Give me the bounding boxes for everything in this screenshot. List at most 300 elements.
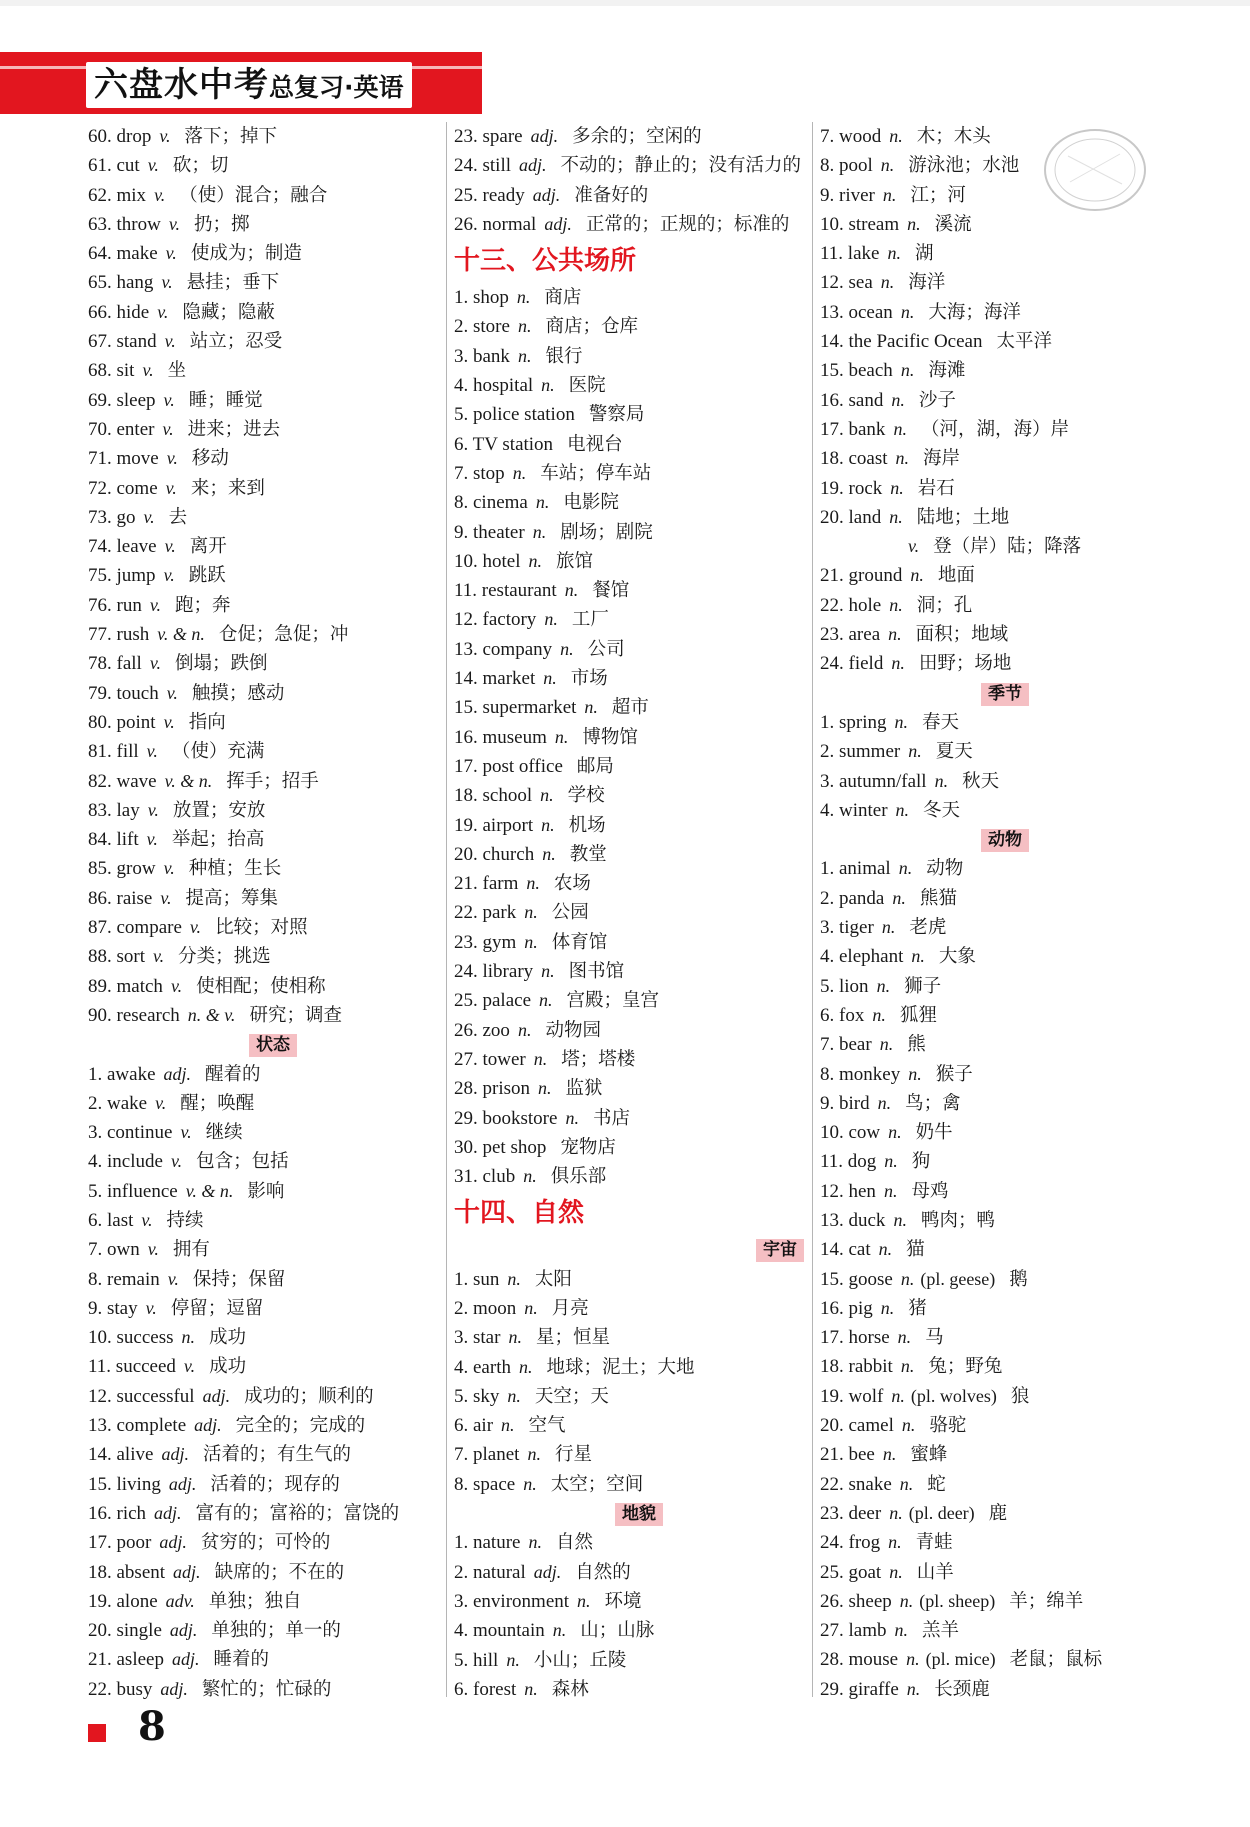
- vocab-entry: [454, 151, 824, 180]
- vocab-meaning: 体育馆: [551, 931, 608, 953]
- vocab-meaning: 电影院: [563, 492, 619, 514]
- part-of-speech: adj.: [173, 1561, 201, 1582]
- vocab-word: 28. prison: [454, 1078, 530, 1100]
- vocab-entry: [820, 1587, 1190, 1616]
- vocab-word: 24. still: [454, 155, 512, 177]
- column-divider: [446, 122, 447, 1697]
- vocab-entry: [454, 1074, 824, 1103]
- vocab-word: 7. wood: [820, 126, 882, 147]
- category-heading-row: [820, 679, 1190, 708]
- vocab-word: 76. run: [88, 594, 142, 616]
- part-of-speech: n.: [501, 1415, 515, 1436]
- vocab-meaning: 移动: [191, 448, 229, 470]
- vocab-meaning: 田野；场地: [918, 653, 1012, 675]
- page-number: 8: [138, 1703, 166, 1750]
- vocab-meaning: 太阳: [534, 1268, 572, 1290]
- vocab-meaning: 醒；唤醒: [180, 1092, 255, 1114]
- book-title-sub: 总复习·英语: [269, 73, 404, 102]
- vocab-word: 68. sit: [88, 360, 135, 382]
- vocab-word: 11. lake: [820, 243, 880, 265]
- vocab-word: 81. fill: [88, 741, 139, 763]
- vocab-word: 3. bank: [454, 345, 510, 367]
- part-of-speech: n.: [893, 1209, 907, 1230]
- vocab-meaning: 餐馆: [592, 580, 630, 602]
- part-of-speech: n.: [911, 946, 925, 967]
- vocab-meaning: 超市: [611, 697, 649, 719]
- part-of-speech: n.: [879, 1034, 894, 1055]
- part-of-speech: v.: [161, 272, 173, 293]
- vocab-word: 6. air: [454, 1415, 494, 1437]
- vocab-word: 19. airport: [454, 814, 534, 836]
- part-of-speech: n.: [564, 580, 579, 601]
- vocab-meaning: 猪: [908, 1297, 927, 1319]
- part-of-speech: adj.: [532, 184, 561, 205]
- vocab-entry: [454, 1616, 824, 1645]
- part-of-speech: n.: [900, 1356, 915, 1377]
- page-number-marker: [88, 1724, 106, 1742]
- part-of-speech: n.: [523, 1166, 537, 1187]
- vocab-entry: [454, 1528, 824, 1557]
- vocab-meaning: 离开: [189, 536, 227, 558]
- part-of-speech: n.: [893, 418, 907, 439]
- vocab-word: 14. the Pacific Ocean: [820, 331, 983, 353]
- vocab-meaning: 坐: [167, 360, 187, 382]
- vocab-entry: [88, 1616, 458, 1645]
- vocab-word: 29. giraffe: [820, 1678, 899, 1700]
- vocab-meaning: 砍；切: [172, 155, 229, 177]
- vocab-meaning: 分类；挑选: [178, 946, 271, 968]
- vocab-entry: [88, 444, 458, 473]
- vocab-entry: [820, 972, 1190, 1001]
- vocab-word: 24. frog: [820, 1532, 881, 1554]
- vocab-column-1: [88, 122, 458, 1704]
- vocab-entry: [88, 1440, 458, 1469]
- vocab-meaning: 指向: [188, 711, 226, 733]
- vocab-word: 17. horse: [820, 1327, 890, 1349]
- vocab-meaning: 成功: [208, 1327, 246, 1349]
- part-of-speech: adj.: [202, 1385, 231, 1406]
- part-of-speech: n.: [889, 1502, 903, 1523]
- part-of-speech: n.: [872, 1004, 886, 1025]
- vocab-meaning: 蛇: [927, 1473, 946, 1495]
- part-of-speech: n.: [895, 448, 910, 469]
- part-of-speech: n.: [181, 1327, 195, 1348]
- category-tag: 状态: [249, 1034, 297, 1057]
- section-heading-row: [454, 1191, 824, 1235]
- vocab-entry: [454, 1016, 824, 1045]
- category-heading-row: [820, 825, 1190, 854]
- vocab-word: 20. single: [88, 1620, 162, 1642]
- vocab-word: 7. stop: [454, 462, 505, 484]
- vocab-meaning: 沙子: [918, 389, 956, 411]
- vocab-word: 87. compare: [88, 917, 182, 939]
- vocab-entry: [820, 591, 1190, 620]
- vocab-entry: [88, 1470, 458, 1499]
- part-of-speech: v.: [165, 477, 177, 498]
- vocab-meaning: 大海；海洋: [928, 301, 1021, 323]
- part-of-speech: n.: [507, 1268, 521, 1289]
- part-of-speech: n.: [526, 873, 540, 894]
- vocab-word: 26. normal: [454, 213, 537, 235]
- part-of-speech: n.: [884, 1151, 898, 1172]
- part-of-speech: adj.: [519, 155, 547, 176]
- vocab-meaning: 车站；停车站: [540, 462, 652, 484]
- vocab-word: 9. river: [820, 184, 875, 206]
- vocab-entry: [88, 1558, 458, 1587]
- vocab-meaning: 老虎: [909, 917, 947, 939]
- vocab-entry: [820, 356, 1190, 385]
- vocab-meaning: 继续: [205, 1122, 243, 1144]
- vocab-entry: [88, 474, 458, 503]
- category-tag: 季节: [981, 683, 1029, 706]
- vocab-entry: [88, 1294, 458, 1323]
- vocab-entry: [820, 796, 1190, 825]
- vocab-meaning: 海洋: [908, 272, 946, 294]
- vocab-entry: [454, 840, 824, 869]
- vocab-meaning: 冬天: [923, 799, 961, 821]
- vocab-word: 62. mix: [88, 184, 147, 206]
- vocab-meaning: 熊: [907, 1034, 926, 1056]
- vocab-meaning: 影响: [247, 1180, 285, 1202]
- vocab-entry: [820, 444, 1190, 473]
- part-of-speech: adj.: [544, 213, 572, 234]
- vocab-meaning: 太空；空间: [550, 1473, 644, 1495]
- vocab-meaning: 商店: [544, 287, 582, 309]
- vocab-word: 20. land: [820, 506, 882, 528]
- category-tag: 宇宙: [756, 1239, 804, 1262]
- vocab-entry: [820, 1352, 1190, 1381]
- vocab-entry: [88, 620, 458, 649]
- vocab-meaning: 银行: [545, 345, 583, 367]
- vocab-entry: [88, 1528, 458, 1557]
- vocab-word: 18. absent: [88, 1561, 166, 1583]
- part-of-speech: n.: [900, 1268, 915, 1289]
- vocab-meaning: 睡；睡觉: [188, 389, 263, 411]
- vocab-word: 23. deer: [820, 1502, 882, 1524]
- vocab-word: 13. duck: [820, 1209, 886, 1231]
- vocab-meaning: 蜜蜂: [910, 1444, 948, 1466]
- vocab-meaning: 活着的；有生气的: [202, 1444, 351, 1466]
- part-of-speech: n.: [934, 770, 949, 791]
- vocab-meaning: 跳跃: [188, 565, 226, 587]
- vocab-meaning: 小山；丘陵: [533, 1649, 627, 1671]
- vocab-meaning: 成功的；顺利的: [244, 1385, 374, 1407]
- vocab-word: 12. hen: [820, 1180, 876, 1202]
- vocab-word: 2. summer: [820, 741, 901, 763]
- vocab-word: 13. company: [454, 638, 553, 660]
- vocab-entry: [88, 972, 458, 1001]
- vocab-entry: [88, 1147, 458, 1176]
- stamp-icon: [1040, 122, 1150, 218]
- vocab-meaning: 教堂: [569, 843, 607, 865]
- part-of-speech: n.: [508, 1327, 522, 1348]
- watermark-stamp: [1040, 122, 1150, 218]
- vocab-meaning: 狮子: [904, 975, 942, 997]
- vocab-entry: [820, 1089, 1190, 1118]
- vocab-meaning: 公司: [587, 638, 625, 660]
- vocab-entry: [88, 1265, 458, 1294]
- vocab-word: 1. awake: [88, 1063, 156, 1085]
- part-of-speech: v.: [145, 1297, 157, 1318]
- vocab-meaning: 站立；忍受: [189, 331, 283, 353]
- vocab-entry: [820, 503, 1190, 532]
- vocab-meaning: 富有的；富裕的；富饶的: [195, 1502, 400, 1524]
- part-of-speech: n.: [906, 1678, 921, 1699]
- part-of-speech: n.: [888, 1532, 902, 1553]
- vocab-meaning: 正常的；正规的；标准的: [585, 213, 790, 235]
- vocab-word: 64. make: [88, 243, 158, 265]
- part-of-speech: adj.: [169, 1620, 198, 1641]
- vocab-word: 6. fox: [820, 1004, 865, 1026]
- vocab-entry: [454, 518, 824, 547]
- vocab-meaning: 羔羊: [922, 1620, 960, 1642]
- vocab-word: 16. pig: [820, 1297, 873, 1319]
- vocab-entry: [454, 1265, 824, 1294]
- category-heading-row: [88, 1030, 458, 1059]
- vocab-meaning: 骆驼: [929, 1415, 967, 1437]
- vocab-meaning: 单独；独自: [208, 1590, 302, 1612]
- vocab-meaning: 羊；绵羊: [1009, 1590, 1084, 1612]
- vocab-meaning: 不动的；静止的；没有活力的: [560, 155, 802, 177]
- vocab-meaning: 兔；野兔: [928, 1356, 1003, 1378]
- vocab-entry: [88, 1645, 458, 1674]
- part-of-speech: n.: [889, 126, 903, 146]
- vocab-entry: [820, 1470, 1190, 1499]
- vocab-meaning: 机场: [568, 814, 606, 836]
- vocab-word: 90. research: [88, 1004, 180, 1026]
- vocab-meaning: 比较；对照: [215, 917, 308, 939]
- part-of-speech: n.: [887, 243, 901, 264]
- vocab-entry: [88, 591, 458, 620]
- vocab-meaning: 地球；泥土；大地: [546, 1356, 695, 1378]
- vocab-entry: [454, 1353, 824, 1382]
- part-of-speech: n.: [554, 726, 569, 747]
- vocab-entry: [88, 268, 458, 297]
- vocab-meaning: 鸭肉；鸭: [920, 1209, 995, 1231]
- vocab-entry: [88, 884, 458, 913]
- plural-form: (pl. geese): [920, 1268, 996, 1289]
- vocab-entry: [454, 1646, 824, 1675]
- vocab-entry: [88, 415, 458, 444]
- vocab-entry: [88, 1587, 458, 1616]
- vocab-entry: [454, 928, 824, 957]
- section-heading: 十四、自然: [454, 1198, 585, 1229]
- part-of-speech: v.: [159, 126, 171, 146]
- part-of-speech: n.: [532, 521, 547, 542]
- vocab-meaning: 学校: [567, 785, 605, 807]
- part-of-speech: n.: [900, 301, 915, 322]
- vocab-meaning: （河，湖，海）岸: [920, 418, 1069, 440]
- vocab-meaning: 地面: [937, 565, 975, 587]
- vocab-entry: [88, 386, 458, 415]
- part-of-speech: n.: [539, 990, 553, 1011]
- part-of-speech: n.: [506, 1649, 520, 1670]
- vocab-word: 21. asleep: [88, 1649, 164, 1671]
- vocab-meaning: 俱乐部: [550, 1166, 607, 1188]
- vocab-word: 1. spring: [820, 711, 887, 733]
- vocab-meaning: 农场: [553, 873, 591, 895]
- vocab-meaning: 溪流: [934, 213, 972, 235]
- vocab-meaning: 进来；进去: [187, 418, 281, 440]
- part-of-speech: v.: [143, 506, 155, 527]
- part-of-speech: n.: [542, 843, 556, 864]
- vocab-word: 84. lift: [88, 829, 139, 851]
- vocab-word: 70. enter: [88, 418, 155, 440]
- vocab-meaning: 持续: [166, 1209, 204, 1231]
- part-of-speech: n.: [541, 814, 555, 835]
- top-edge: [0, 0, 1250, 6]
- vocab-entry: [88, 1206, 458, 1235]
- vocab-meaning: 睡着的: [213, 1649, 270, 1671]
- vocab-word: 6. last: [88, 1209, 134, 1231]
- vocab-word: 19. wolf: [820, 1385, 884, 1407]
- vocab-meaning: 湖: [914, 243, 934, 265]
- vocab-entry: [820, 532, 1190, 561]
- part-of-speech: n.: [880, 155, 895, 176]
- part-of-speech: v.: [155, 1092, 167, 1113]
- part-of-speech: n.: [535, 492, 550, 513]
- part-of-speech: n.: [890, 477, 904, 498]
- vocab-meaning: 江；河: [910, 184, 966, 206]
- part-of-speech: n.: [882, 1444, 897, 1465]
- part-of-speech: n.: [889, 1561, 903, 1582]
- part-of-speech: v.: [164, 331, 176, 352]
- part-of-speech: v.: [167, 1268, 179, 1289]
- vocab-word: 79. touch: [88, 682, 159, 704]
- vocab-entry: [454, 664, 824, 693]
- vocab-entry: [88, 327, 458, 356]
- vocab-entry: [820, 298, 1190, 327]
- vocab-meaning: 行星: [554, 1444, 592, 1466]
- vocab-word: 60. drop: [88, 126, 152, 147]
- part-of-speech: n.: [524, 1678, 538, 1699]
- part-of-speech: adj.: [159, 1532, 187, 1553]
- vocab-entry: [88, 532, 458, 561]
- vocab-meaning: （使）充满: [171, 741, 265, 763]
- vocab-entry: [454, 869, 824, 898]
- vocab-entry: [820, 386, 1190, 415]
- part-of-speech: n.: [528, 550, 542, 571]
- part-of-speech: adj.: [171, 1649, 200, 1670]
- vocab-word: 12. sea: [820, 272, 873, 294]
- part-of-speech: v.: [170, 975, 183, 996]
- vocab-meaning: 猴子: [935, 1063, 973, 1085]
- vocab-entry: [88, 356, 458, 385]
- vocab-entry: [820, 620, 1190, 649]
- vocab-word: 13. ocean: [820, 301, 893, 323]
- vocab-meaning: 完全的；完成的: [235, 1415, 366, 1437]
- vocab-word: 8. cinema: [454, 492, 528, 514]
- vocab-meaning: 鸟；禽: [905, 1092, 961, 1114]
- vocab-meaning: 登（岸）陆；降落: [933, 536, 1082, 558]
- vocab-entry: [820, 561, 1190, 590]
- vocab-meaning: 旅馆: [556, 550, 594, 572]
- vocab-entry: [820, 1440, 1190, 1469]
- part-of-speech: n.: [880, 1297, 895, 1318]
- part-of-speech: v.: [165, 243, 177, 264]
- part-of-speech: v.: [153, 946, 165, 967]
- part-of-speech: v.: [180, 1122, 192, 1143]
- part-of-speech: v.: [141, 1209, 153, 1230]
- vocab-word: 67. stand: [88, 331, 157, 353]
- vocab-entry: [454, 898, 824, 927]
- part-of-speech: n.: [527, 1444, 541, 1465]
- vocab-word: 66. hide: [88, 301, 150, 323]
- vocab-entry: [88, 122, 458, 151]
- part-of-speech: n.: [540, 785, 554, 806]
- vocab-word: 3. tiger: [820, 917, 874, 939]
- vocab-entry: [454, 430, 824, 459]
- vocab-entry: [88, 1499, 458, 1528]
- vocab-word: 88. sort: [88, 946, 145, 968]
- vocab-word: 8. space: [454, 1473, 516, 1495]
- vocab-word: 5. hill: [454, 1649, 499, 1671]
- vocab-meaning: 仓促；急促；冲: [218, 624, 349, 646]
- vocab-meaning: 监狱: [565, 1078, 603, 1100]
- vocab-word: 17. bank: [820, 418, 886, 440]
- part-of-speech: n.: [899, 1473, 914, 1494]
- vocab-word: 2. wake: [88, 1092, 148, 1114]
- vocab-word: 82. wave: [88, 770, 157, 792]
- vocab-word: 2. store: [454, 316, 510, 338]
- section-heading-row: [454, 239, 824, 283]
- part-of-speech: n.: [523, 1473, 537, 1494]
- vocab-meaning: 警察局: [588, 404, 645, 426]
- part-of-speech: n.: [512, 462, 527, 483]
- part-of-speech: n.: [541, 961, 555, 982]
- vocab-word: 24. field: [820, 653, 884, 675]
- part-of-speech: n.: [878, 1239, 893, 1260]
- vocab-entry: [820, 1616, 1190, 1645]
- part-of-speech: adj.: [154, 1502, 182, 1523]
- vocab-entry: [820, 1147, 1190, 1176]
- vocab-meaning: 种植；生长: [188, 858, 282, 880]
- vocab-meaning: 岩石: [917, 477, 955, 499]
- vocab-meaning: 自然: [555, 1532, 593, 1554]
- part-of-speech: n.: [883, 1180, 898, 1201]
- part-of-speech: n.: [544, 609, 558, 630]
- vocab-meaning: 塔；塔楼: [561, 1048, 636, 1070]
- vocab-word: 3. environment: [454, 1590, 570, 1612]
- plural-form: (pl. deer): [908, 1502, 975, 1523]
- vocab-word: 89. match: [88, 975, 163, 997]
- vocab-meaning: 熊猫: [919, 887, 957, 909]
- vocab-word: 18. rabbit: [820, 1356, 893, 1378]
- part-of-speech: n.: [891, 1385, 905, 1406]
- vocab-meaning: 放置；安放: [172, 799, 266, 821]
- vocab-meaning: 鹿: [988, 1502, 1008, 1524]
- vocab-entry: [454, 576, 824, 605]
- vocab-word: 8. pool: [820, 155, 873, 177]
- vocab-entry: [88, 942, 458, 971]
- part-of-speech: n.: [507, 1385, 521, 1406]
- vocab-word: 15. supermarket: [454, 697, 577, 719]
- vocab-entry: [820, 1528, 1190, 1557]
- part-of-speech: n.: [565, 1107, 579, 1128]
- vocab-word: 23. spare: [454, 126, 523, 147]
- vocab-entry: [454, 693, 824, 722]
- vocab-word: 21. bee: [820, 1444, 875, 1466]
- vocab-word: 27. tower: [454, 1048, 526, 1070]
- vocab-meaning: 来；来到: [190, 477, 265, 499]
- vocab-meaning: 动物园: [545, 1019, 601, 1041]
- vocab-word: 85. grow: [88, 858, 156, 880]
- part-of-speech: n.: [584, 697, 598, 718]
- vocab-word: 24. library: [454, 961, 534, 983]
- vocab-meaning: 倒塌；跌倒: [174, 653, 268, 675]
- vocab-word: 29. bookstore: [454, 1107, 558, 1129]
- vocab-entry: [820, 884, 1190, 913]
